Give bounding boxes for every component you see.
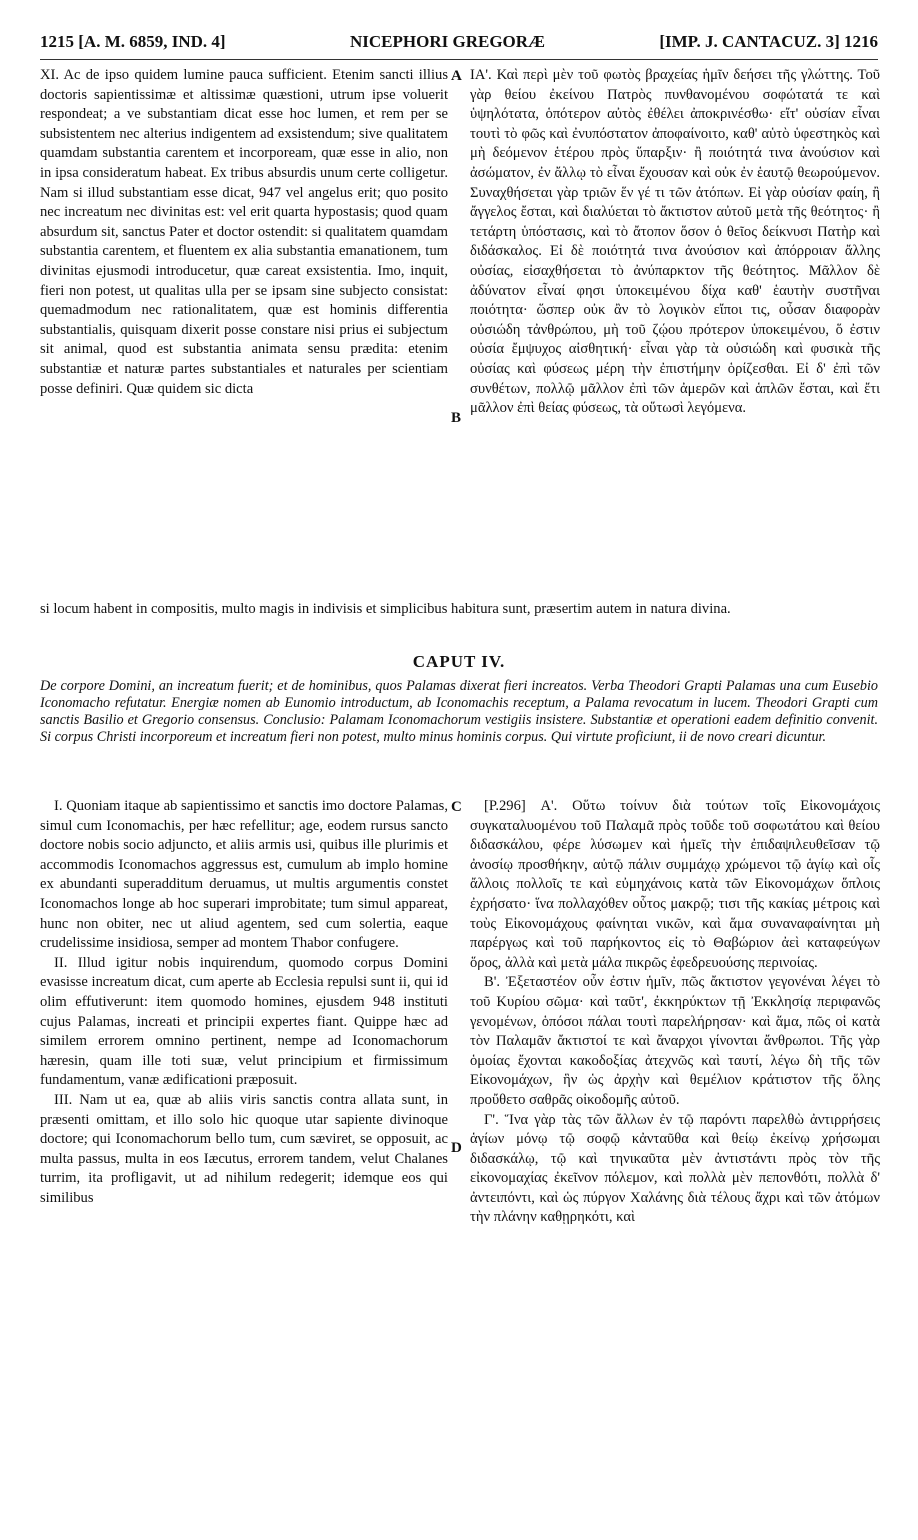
margin-letter-a: A xyxy=(451,68,462,84)
margin-letter-b: B xyxy=(451,410,462,426)
latin-paragraph: II. Illud igitur nobis inquirendum, quomodo corpus Domini evasisse increatum dicat, cum aperte ab Ecclesia repulsi sunt ii, qui id olim effutiverunt: item quomodo homines, ejusdem 948 instituti cujus Palamas, increati et principii expertes fiant. Quippe hæc ad similem errorem omnino pertinent, nempe ad Iconomachorum hæresin, quam ille toti suæ, velut principium et firmissimum fundamentum, vanæ ædificationi præposuit. xyxy=(40,954,448,1089)
margin-letter-d: D xyxy=(451,1140,462,1156)
header-rule xyxy=(40,59,878,60)
latin-paragraph: III. Nam ut ea, quæ ab aliis viris sanctis contra allata sunt, in præsenti omittam, et illo solo hic quoque utar sapiente divinoque doctore; qui Iconomachorum bello tum, cum sæviret, se opposuit, ac multa passus, multa in eos Iæcutus, errorem tandem, velut Chalanes turrim, ita profligavit, ut ad nihilum redegerit; idemque eos qui similibus xyxy=(40,1091,448,1206)
header-title: NICEPHORI GREGORÆ xyxy=(350,32,546,51)
latin-column-1 xyxy=(40,66,448,399)
full-width-text: si locum habent in compositis, multo magis in indivisis et simplicibus habitura sunt, præsertim autem in natura divina. xyxy=(40,601,731,617)
margin-letter-c: C xyxy=(451,799,462,815)
greek-paragraph: Γ'. Ἵνα γὰρ τὰς τῶν ἄλλων ἐν τῷ παρόντι παρελθὼ ἀντιρρήσεις ἁγίων μόνῳ τῷ σοφῷ κἀνταῦθα καὶ θείῳ ἐκείνῳ χρήσωμαι διδασκάλῳ, τῷ καὶ τηνικαῦτα μὲν ἀντιστάντι πρὸς τὸν τῆς εἰκονομαχίας ἐκεῖνον πόλεμον, καὶ πολλὰ μὲν πεπονθότι, πολλὰ δ' ἀντειπόντι, καὶ ὡς πύργον Χαλάνης διὰ τέλους ἄχρι καὶ τῶν ἀτόμων τὴν πλάνην καθῃρηκότι, καὶ xyxy=(470,1111,880,1226)
greek-paragraph: Β'. Ἐξεταστέον οὖν ἐστιν ἡμῖν, πῶς ἄκτιστον γεγονέναι λέγει τὸ τοῦ Κυρίου σῶμα· καὶ ταῦτ', ἐκκηρύκτων τῇ Ἐκκλησίᾳ περιφανῶς γενομένων, ὁπόσοι πάλαι τουτὶ παρελήρησαν· καὶ ἅμα, πῶς οἱ κατὰ τὸν Παλαμᾶν ἄκτιστοί τε καὶ ἄναρχοι γίνονται ἄνθρωποι. Τῆς γὰρ ὁμοίας ἔχονται κακοδοξίας ἀτεχνῶς καὶ ταυτί, λέγω δὴ τῆς τῶν Εἰκονομάχων, ἣν ὡς ἀρχὴν καὶ θεμέλιον κράτιστον τῆς ὅλης προὔθετο σαθρᾶς οἰκοδομῆς αὐτοῦ. xyxy=(470,974,880,1108)
greek-paragraph: ΙΑ'. Καὶ περὶ μὲν τοῦ φωτὸς βραχείας ἡμῖν δεήσει τῆς γλώττης. Τοῦ γὰρ θείου ἐκείνου Πατρὸς πυνθανομένου σοφώτατά τε καὶ ὑψηλότατα, ὁπότερον αὐτὸς ἐθέλει ἀποκρινέσθω· εἴτ' οὐσίαν εἶναι τουτὶ τὸ φῶς καὶ ἐνυπόστατον ἀποφαίνοιτο, καθ' αὑτὸ ὑφεστηκὸς καὶ μὴ δεόμενον ἑτέρου πρὸς ὕπαρξιν· ἢ ποιότητά τινα ἀνούσιον καὶ ἀσώματον, ἐν ἄλλῳ τὸ εἶναι ἔχουσαν καὶ οὐκ ἐν ἑαυτῷ θεωρούμενον. Συναχθήσεται γὰρ τριῶν ἕν γέ τι τῶν ἀτόπων. Εἰ γὰρ οὐσίαν φαίη, ἢ ἄγγελος ἔσται, καὶ διαλύεται τὸ ἄκτιστον αὐτοῦ μετὰ τῆς θεότητος· ἢ τετάρτη ὑπόστασις, καὶ τὸ ἄτοπον ὅσον ὁ θεῖος δείκνυσι Πατὴρ καὶ διδάσκαλος. Εἰ δὲ ποιότητά τινα ἀνούσιον καὶ ἀπόρροιαν ἄλλης οὐσίας, εἰσαχθήσεται τὸ ἀνύπαρκτον τῆς θεότητος. Μᾶλλον δὲ ἀδύνατον εἶναί φησι ὑποκειμένου δίχα καθ' ἑαυτὴν συστῆναι ποιότητα· ὥσπερ οὐκ ἂν τὸ λογικὸν εἴποι τις, οὖσαν διαφορὰν οὐσιώδη τἀνθρώπου, μὴ τοῦ ζῴου πρότερον ὑποκειμένου, ὅ ἐστιν οὐσία ἔμψυχος αἰσθητική· εἶναι γὰρ τὰ οὐσιώδη καὶ φυσικὰ τῆς οὐσίας καὶ φύσεως μέρη τὴν ἐπιστήμην ὁρίζεσθαι. Εἰ δ' ἐπὶ τῶν συνθέτων, πολλῷ μᾶλλον ἐπὶ τῶν ἀμερῶν καὶ ἁπλῶν ἔσται, καὶ ἔτι μᾶλλον ἐπὶ θείας φύσεως, τὰ οὕτωσὶ λεγόμενα. xyxy=(470,67,880,417)
header-left: 1215 [A. M. 6859, IND. 4] xyxy=(40,32,226,51)
greek-column-2 xyxy=(470,797,880,1228)
chapter-title: CAPUT IV. xyxy=(412,652,506,671)
latin-column-2 xyxy=(40,797,448,1208)
latin-paragraph: I. Quoniam itaque ab sapientissimo et sanctis imo doctore Palamas, simul cum Iconomachis, per hæc refellitur; age, eodem rursus sancto doctore nobis socio adjuncto, et aliis armis usi, quibus ille plurimis et accommodis Iconomachos aggressus est, cumulum ab implo homine ex abundanti superadditum deruamus, ut multis argumentis constet Iconomachos longe ab hoc superari improbitate; tum simul appareat, hunc non obiter, nec ut aliud agentem, sed cum solertia, eaque crudelissime insidiosa, semper ad montem Thabor confugere. xyxy=(40,798,448,952)
greek-paragraph: [P.296] Α'. Οὕτω τοίνυν διὰ τούτων τοῖς Εἰκονομάχοις συγκαταλυομένου τοῦ Παλαμᾶ πρὸς τοῦδε τοῦ σοφωτάτου καὶ θείου διδασκάλου, φέρε λύσωμεν καὶ ἡμεῖς τὴν ἐπιδαψιλευθεῖσαν τῷ ἀνοσίῳ προσθήκην, αὐτῷ πάλιν συμμάχῳ χρώμενοι τῷ ἁγίῳ καὶ οἷς ἄλλοις πολλοῖς τε καὶ εὐμηχάνοις κατὰ τῶν Εἰκονομάχων ὅπλοις ἐχρήσατο· ἵνα πολλαχόθεν οὗτος μακρῷ; τισι τῆς κακίας μέτροις καὶ τοὺς Εἰκονομάχους φαίνηται νικῶν, καὶ ἅμα συναναφαίνηται μὴ παρέργως καὶ τοῦ παρήκοντος εἰς τὸ Θαβώριον ἀεὶ καταφεύγων ὅρος, ἀλλὰ καὶ μετὰ μάλα πικρῶς ἐφεδρευούσης περινοίας. xyxy=(470,798,880,971)
running-header xyxy=(40,32,878,56)
header-right: [IMP. J. CANTACUZ. 3] 1216 xyxy=(659,32,878,51)
greek-column-1 xyxy=(470,66,880,419)
chapter-summary: De corpore Domini, an increatum fuerit; et de hominibus, quos Palamas dixerat fieri increatos. Verba Theodori Grapti Palamas una cum Eusebio Iconomacho refutatur. Energiæ nomen ab Eunomio introductum, ab Iconomachis receptum, a Palama revocatum in lucem. Theodori Grapti cum sanctis Basilio et Gregorio consensus. Conclusio: Palamam Iconomachorum vestigiis insistere. Substantiæ et operationi eadem definitio convenit. Si corpus Christi incorporeum et increatum fieri non potest, multo minus hominis corpus. Qui virtute proficiunt, ii de novo creari dicuntur. xyxy=(40,678,878,745)
full-width-line xyxy=(40,600,878,620)
latin-paragraph: XI. Ac de ipso quidem lumine pauca sufficient. Etenim sancti illius doctoris sapientissimæ et altissimæ quæstioni, utrum ipse voluerit respondeat; a ve substantiam dicat esse hoc lumen, et rem per se subsistentem nec alterius indigentem ad exsistendum; sive qualitatem quamdam substantia carentem et incorpoream, quæ esse in alio, non in ipsa consideratum habeat. Ex tribus absurdis unum certe colligetur. Nam si illud substantiam esse dicat, 947 vel angelus erit; quo posito nec increatum nec divinitas est: vel erit quarta hypostasis; quod quam absurdum sit, sanctus Pater et doctor ostendit: si qualitatem quamdam substantia carentem, et fluentem ex alia substantia emanationem, tum divinitas ejusmodi introducetur, quæ careat exsistentia. Imo, inquit, fieri non potest, ut qualitas ulla per se ipsam sine subjecto consistat: quemadmodum nec rationalitatem, quæ est hominis differentia substantialis, quisquam dixerit posse constare nisi prius ei subjectum sit animal, quod est substantia animata sensu prædita: etenim substantiæ et naturæ partes substantiales et naturales per scientiam posse definiri. Quæ quidem sic dicta xyxy=(40,67,448,397)
